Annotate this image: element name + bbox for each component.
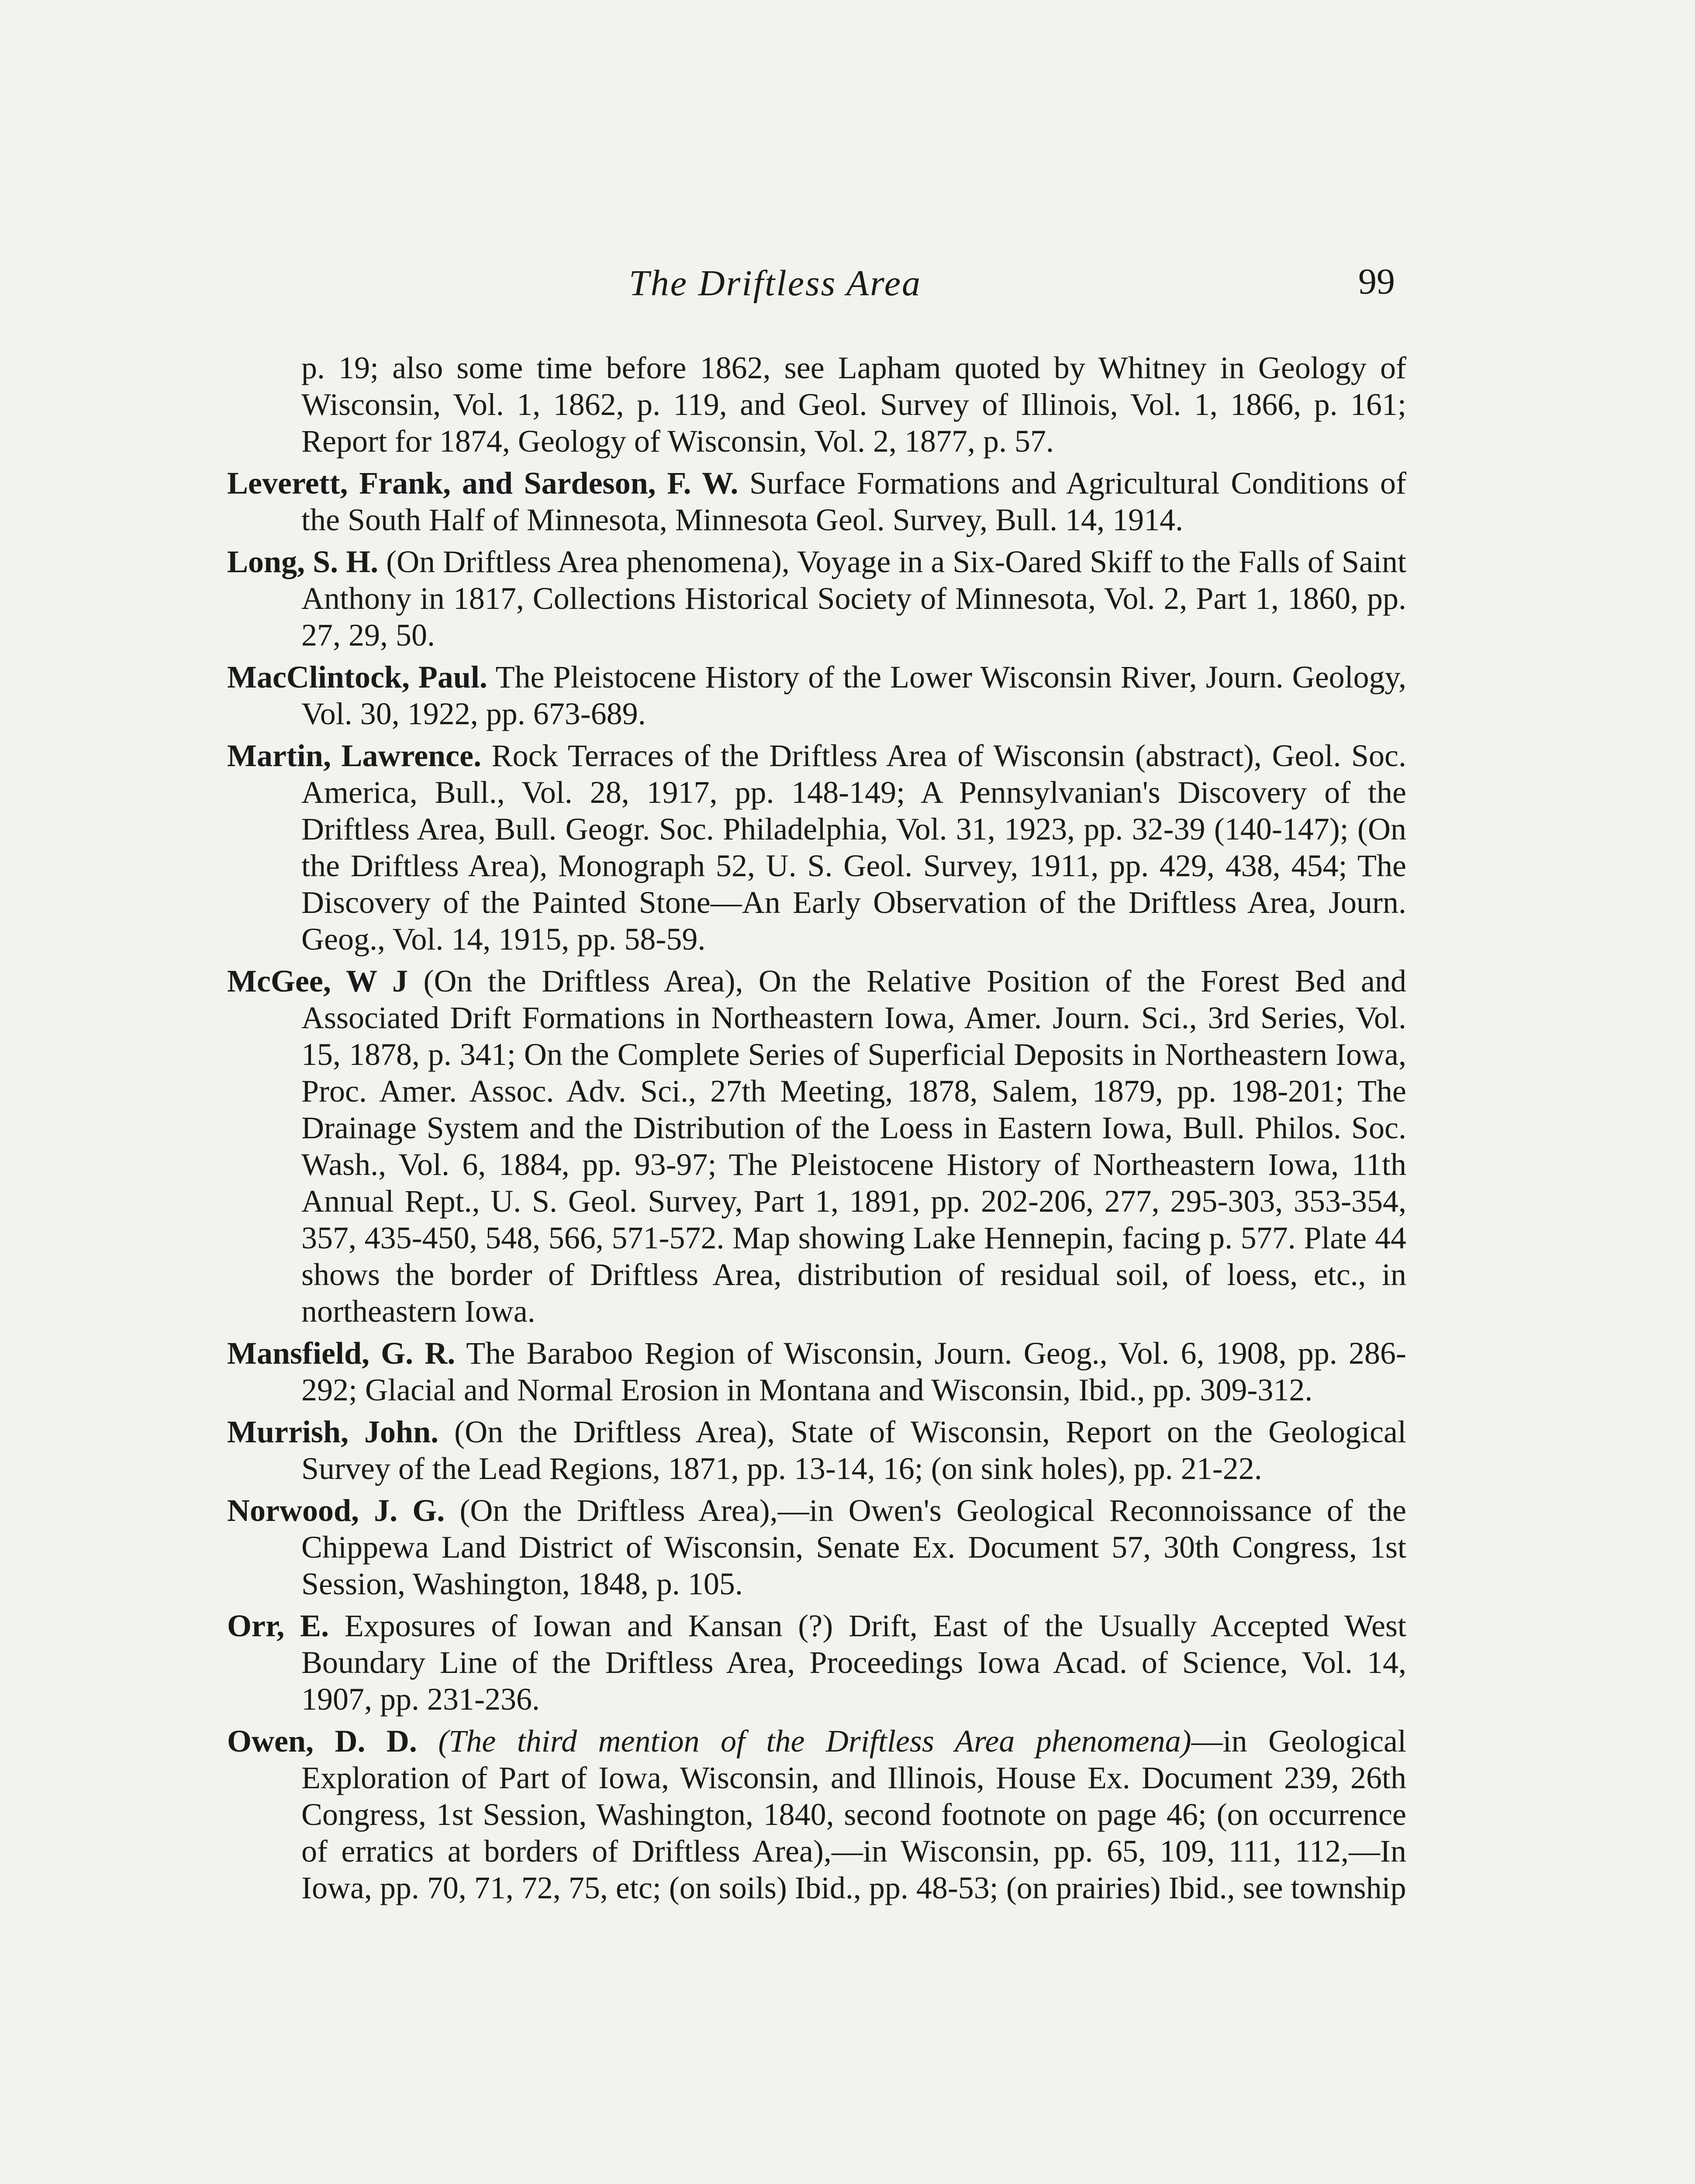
entry-text: p. 19; also some time before 1862, see Lapham quoted by Whitney in Geology of Wisconsin, Vol. 1, 1862, p. 119, and Geol. Survey of Illinois, Vol. 1, 1866, p. 161; Report for 1874, Geology of Wisconsin, Vol. 2, 1877, p. 57. <box>301 350 1406 459</box>
entry-author: Martin, Lawrence. <box>227 738 482 773</box>
bibliography-list <box>227 349 1406 1911</box>
bibliography-entry <box>227 963 1406 1330</box>
entry-author: Long, S. H. <box>227 544 379 579</box>
entry-italic-text: (The third mention of the Driftless Area phenomena) <box>438 1724 1191 1759</box>
entry-text: Rock Terraces of the Driftless Area of Wisconsin (abstract), Geol. Soc. America, Bull., Vol. 28, 1917, pp. 148-149; A Pennsylvanian's Discovery of the Driftless Area, Bull. Geogr. Soc. Philadelphia, Vol. 31, 1923, pp. 32-39 (140-147); (On the Driftless Area), Monograph 52, U. S. Geol. Survey, 1911, pp. 429, 438, 454; The Discovery of the Painted Stone—An Early Observation of the Driftless Area, Journ. Geog., Vol. 14, 1915, pp. 58-59. <box>301 738 1407 957</box>
bibliography-entry <box>227 465 1406 538</box>
bibliography-entry <box>227 1723 1406 1906</box>
bibliography-entry <box>227 737 1406 957</box>
bibliography-entry <box>227 1492 1406 1602</box>
bibliography-entry <box>227 1335 1406 1408</box>
bibliography-entry <box>227 1607 1406 1717</box>
entry-text: The Pleistocene History of the Lower Wisconsin River, Journ. Geology, Vol. 30, 1922, pp. 673-689. <box>301 660 1406 731</box>
entry-text: (On Driftless Area phenomena), Voyage in a Six-Oared Skiff to the Falls of Saint Anthony in 1817, Collections Historical Society of Minnesota, Vol. 2, Part 1, 1860, pp. 27, 29, 50. <box>301 544 1406 653</box>
page-number: 99 <box>1358 261 1395 302</box>
bibliography-entry <box>227 543 1406 653</box>
entry-author: Orr, E. <box>227 1608 329 1643</box>
bibliography-entry <box>227 1413 1406 1487</box>
entry-text: Exposures of Iowan and Kansan (?) Drift, East of the Usually Accepted West Boundary Line of the Driftless Area, Proceedings Iowa Acad. of Science, Vol. 14, 1907, pp. 231-236. <box>301 1608 1406 1717</box>
entry-author: Mansfield, G. R. <box>227 1336 456 1371</box>
entry-author: McGee, W J <box>227 964 408 999</box>
entry-text: (On the Driftless Area), State of Wisconsin, Report on the Geological Survey of the Lead Regions, 1871, pp. 13-14, 16; (on sink holes), pp. 21-22. <box>301 1414 1406 1486</box>
entry-text: (On the Driftless Area), On the Relative Position of the Forest Bed and Associated Drift Formations in Northeastern Iowa, Amer. Journ. Sci., 3rd Series, Vol. 15, 1878, p. 341; On the Complete Series of Superficial Deposits in Northeastern Iowa, Proc. Amer. Assoc. Adv. Sci., 27th Meeting, 1878, Salem, 1879, pp. 198-201; The Drainage System and the Distribution of the Loess in Eastern Iowa, Bull. Philos. Soc. Wash., Vol. 6, 1884, pp. 93-97; The Pleistocene History of Northeastern Iowa, 11th Annual Rept., U. S. Geol. Survey, Part 1, 1891, pp. 202-206, 277, 295-303, 353-354, 357, 435-450, 548, 566, 571-572. Map showing Lake Hennepin, facing p. 577. Plate 44 shows the border of Driftless Area, distribution of residual soil, of loess, etc., in northeastern Iowa. <box>301 964 1407 1329</box>
entry-text: (On the Driftless Area),—in Owen's Geological Reconnoissance of the Chippewa Land District of Wisconsin, Senate Ex. Document 57, 30th Congress, 1st Session, Washington, 1848, p. 105. <box>301 1493 1406 1601</box>
bibliography-entry <box>227 659 1406 732</box>
entry-author: MacClintock, Paul. <box>227 660 487 695</box>
entry-author: Murrish, John. <box>227 1414 439 1449</box>
entry-text: —in Geological Exploration of Part of Iowa, Wisconsin, and Illinois, House Ex. Document 239, 26th Congress, 1st Session, Washington, 1840, second footnote on page 46; (on occurrence of erratics at borders of Driftless Area),—in Wisconsin, pp. 65, 109, 111, 112,—In Iowa, pp. 70, 71, 72, 75, etc; (on soils) Ibid., pp. 48-53; (on prairies) Ibid., see township <box>301 1724 1407 1905</box>
entry-text: Surface Formations and Agricultural Conditions of the South Half of Minnesota, Minnesota Geol. Survey, Bull. 14, 1914. <box>301 466 1406 537</box>
entry-author: Leverett, Frank, and Sardeson, F. W. <box>227 466 739 501</box>
entry-author: Norwood, J. G. <box>227 1493 445 1528</box>
entry-author: Owen, D. D. <box>227 1724 417 1759</box>
entry-text: The Baraboo Region of Wisconsin, Journ. Geog., Vol. 6, 1908, pp. 286-292; Glacial and Normal Erosion in Montana and Wisconsin, Ibid., pp. 309-312. <box>301 1336 1406 1407</box>
bibliography-entry-continued <box>227 349 1406 460</box>
running-title: The Driftless Area <box>628 263 922 304</box>
